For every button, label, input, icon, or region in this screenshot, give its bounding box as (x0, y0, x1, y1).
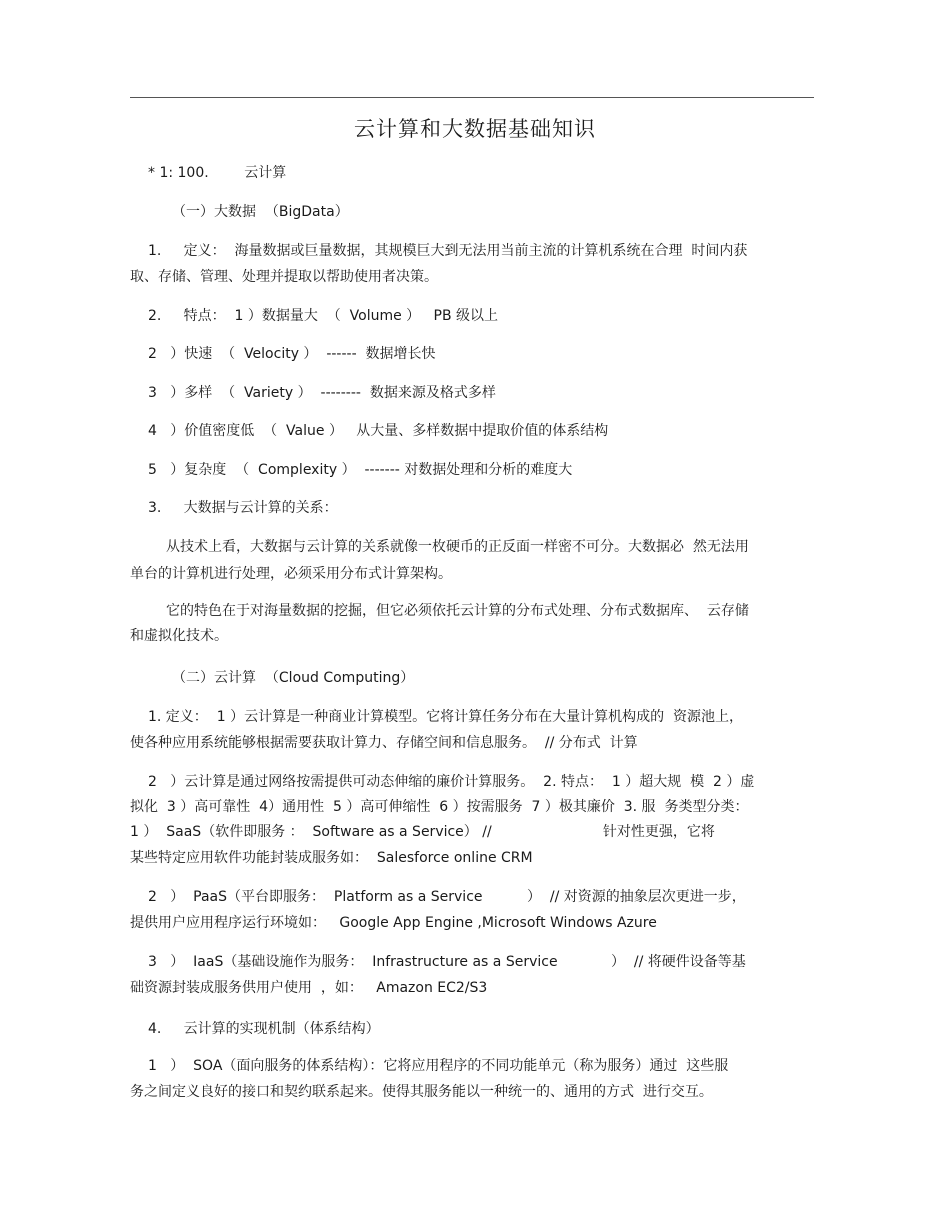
paragraph-line: 提供用户应用程序运行环境如： Google App Engine ,Microsoft Windows Azure (130, 915, 657, 931)
paragraph-line: 1 ） SaaS（软件即服务 ： Software as a Service） // 针对性更强，它将 (130, 824, 715, 840)
list-item: 2 ）快速 （ Velocity ） ------ 数据增长快 (148, 346, 436, 362)
list-item: 2. 特点： 1 ）数据量大 （ Volume ） PB 级以上 (148, 308, 499, 324)
list-item: 3 ）多样 （ Variety ） -------- 数据来源及格式多样 (148, 385, 496, 401)
section-heading: * 1: 100. 云计算 (148, 165, 287, 181)
paragraph-line: 1 ） SOA（面向服务的体系结构）：它将应用程序的不同功能单元（称为服务）通过 这些服 (148, 1058, 729, 1074)
paragraph-line: 取、存储、管理、处理并提取以帮助使用者决策。 (130, 269, 438, 285)
paragraph-line: 某些特定应用软件功能封装成服务如： Salesforce online CRM (130, 850, 533, 866)
paragraph-line: 3 ） IaaS（基础设施作为服务： Infrastructure as a Service ） // 将硬件设备等基 (148, 954, 746, 970)
list-item: 4. 云计算的实现机制（体系结构） (148, 1021, 380, 1037)
paragraph-line: 2 ） PaaS（平台即服务： Platform as a Service ） // 对资源的抽象层次更进一步， (148, 889, 746, 905)
list-item: 3. 大数据与云计算的关系： (148, 500, 338, 516)
paragraph-line: 单台的计算机进行处理，必须采用分布式计算架构。 (130, 566, 452, 582)
list-item: 4 ）价值密度低 （ Value ） 从大量、多样数据中提取价值的体系结构 (148, 423, 609, 439)
paragraph-line: 础资源封装成服务供用户使用 ，如： Amazon EC2/S3 (130, 980, 488, 996)
paragraph-line: 1. 定义： 海量数据或巨量数据，其规模巨大到无法用当前主流的计算机系统在合理 时间内获 (148, 243, 748, 259)
subsection-heading: （二）云计算 （Cloud Computing） (172, 670, 415, 686)
paragraph-line: 2 ）云计算是通过网络按需提供可动态伸缩的廉价计算服务。 2. 特点： 1 ）超大规 模 2 ）虚 (148, 774, 755, 790)
subsection-heading: （一）大数据 （BigData） (172, 204, 349, 220)
paragraph-line: 1. 定义： 1 ）云计算是一种商业计算模型。它将计算任务分布在大量计算机构成的 资源池上， (148, 709, 743, 725)
paragraph-line: 使各种应用系统能够根据需要获取计算力、存储空间和信息服务。 // 分布式 计算 (130, 735, 638, 751)
paragraph-line: 拟化 3 ）高可靠性 4）通用性 5 ）高可伸缩性 6 ）按需服务 7 ）极其廉价 3. 服 务类型分类： (130, 799, 749, 815)
header-rule (130, 97, 814, 98)
list-item: 5 ）复杂度 （ Complexity ） ------- 对数据处理和分析的难度大 (148, 462, 573, 478)
paragraph-line: 从技术上看，大数据与云计算的关系就像一枚硬币的正反面一样密不可分。大数据必 然无法用 (166, 539, 749, 555)
page-title: 云计算和大数据基础知识 (354, 117, 596, 141)
paragraph-line: 它的特色在于对海量数据的挖掘，但它必须依托云计算的分布式处理、分布式数据库、 云存储 (166, 603, 749, 619)
paragraph-line: 务之间定义良好的接口和契约联系起来。使得其服务能以一种统一的、通用的方式 进行交互。 (130, 1084, 713, 1100)
paragraph-line: 和虚拟化技术。 (130, 628, 228, 644)
